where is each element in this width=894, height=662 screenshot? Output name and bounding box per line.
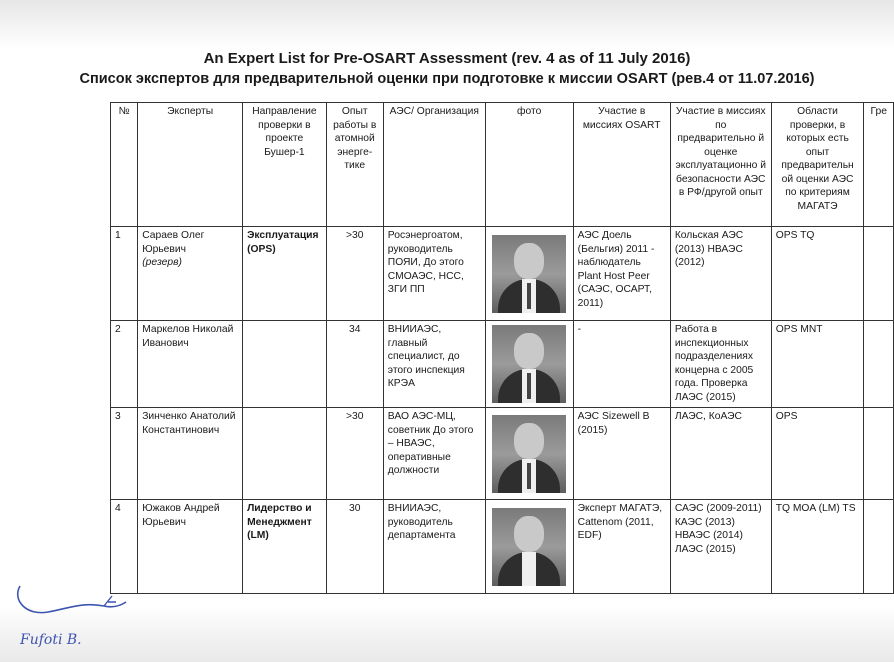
row-number: 2 [111,321,138,408]
header-osart-missions: Участие в миссиях OSART [573,103,670,227]
header-review-areas: Области проверки, в которых есть опыт предварительн ой оценки АЭС по критериям МАГАТЭ [771,103,864,227]
header-experience: Опыт работы в атомной энерге-тике [326,103,383,227]
preliminary-participation: ЛАЭС, КоАЭС [670,408,771,500]
osart-participation: АЭС Sizewell B (2015) [573,408,670,500]
experience-years: >30 [326,408,383,500]
expert-list-table [110,102,894,594]
review-areas: OPS MNT [771,321,864,408]
expert-portrait-photo [492,508,566,586]
cut-off-cell [864,408,894,500]
cut-off-cell [864,227,894,321]
experience-years: 30 [326,500,383,594]
expert-note: (резерв) [142,257,182,268]
table-row [111,500,894,594]
document-title-english: An Expert List for Pre-OSART Assessment (rev. 4 as of 11 July 2016) [203,50,691,67]
expert-name-text: Сараев Олег Юрьевич [142,230,205,255]
photo-cell [485,408,573,500]
table-row [111,408,894,500]
photo-cell [485,227,573,321]
expert-portrait-photo [492,235,566,313]
organization: Росэнергоатом, руководитель ПОЯИ, До этого СМОАЭС, НСС, ЗГИ ПП [383,227,485,321]
photo-cell [485,500,573,594]
expert-name-text: Зинченко Анатолий Константинович [142,411,236,436]
expert-name [138,500,243,594]
photo-cell [485,321,573,408]
header-direction: Направление проверки в проекте Бушер-1 [243,103,327,227]
check-direction [243,321,327,408]
osart-participation: Эксперт МАГАТЭ, Cattenom (2011, EDF) [573,500,670,594]
osart-participation: - [573,321,670,408]
preliminary-participation: Кольская АЭС (2013) НВАЭС (2012) [670,227,771,321]
cut-off-cell [864,500,894,594]
header-organization: АЭС/ Организация [383,103,485,227]
experience-years: >30 [326,227,383,321]
header-preliminary-missions: Участие в миссиях по предварительно й оценке эксплуатационно й безопасности АЭС в РФ/другой опыт [670,103,771,227]
review-areas: OPS TQ [771,227,864,321]
preliminary-participation: Работа в инспекционных подразделениях концерна с 2005 года. Проверка ЛАЭС (2015) [670,321,771,408]
expert-name-text: Маркелов Николай Иванович [142,324,234,349]
header-experts: Эксперты [138,103,243,227]
expert-portrait-photo [492,415,566,493]
preliminary-participation: САЭС (2009-2011) КАЭС (2013) НВАЭС (2014) ЛАЭС (2015) [670,500,771,594]
header-num: № [111,103,138,227]
expert-name [138,408,243,500]
row-number: 1 [111,227,138,321]
cut-off-cell [864,321,894,408]
organization: ВАО АЭС-МЦ, советник До этого – НВАЭС, оперативные должности [383,408,485,500]
table-row [111,321,894,408]
expert-portrait-photo [492,325,566,403]
row-number: 4 [111,500,138,594]
expert-name [138,321,243,408]
scan-top-shading [0,0,894,50]
document-title-russian: Список экспертов для предварительной оценки при подготовке к миссии OSART (рев.4 от 11.07.2016) [79,71,815,87]
check-direction: Лидерство и Менеджмент (LM) [243,500,327,594]
osart-participation: АЭС Доель (Бельгия) 2011 - наблюдатель Plant Host Peer (САЭС, ОСАРТ, 2011) [573,227,670,321]
organization: ВНИИАЭС, главный специалист, до этого инспекция КРЭА [383,321,485,408]
experience-years: 34 [326,321,383,408]
signature-scrawl: Fufoti B. [20,632,82,648]
check-direction: Эксплуатация (OPS) [243,227,327,321]
table-header-row [111,103,894,227]
table-row [111,227,894,321]
header-photo: фото [485,103,573,227]
expert-name-text: Южаков Андрей Юрьевич [142,503,220,528]
organization: ВНИИАЭС, руководитель департамента [383,500,485,594]
expert-name [138,227,243,321]
review-areas: OPS [771,408,864,500]
check-direction [243,408,327,500]
row-number: 3 [111,408,138,500]
header-cut-off: Гре [864,103,894,227]
review-areas: TQ MOA (LM) TS [771,500,864,594]
